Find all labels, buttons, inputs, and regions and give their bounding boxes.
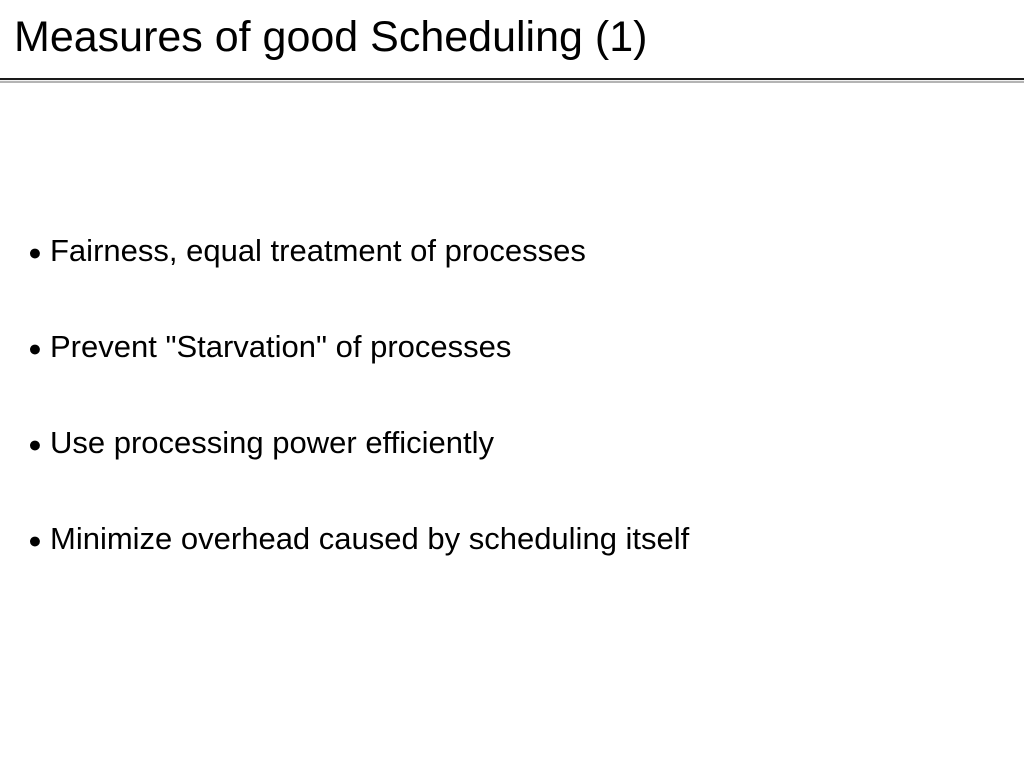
bullet-point-icon: ● bbox=[28, 239, 42, 265]
list-item bbox=[28, 420, 988, 467]
list-item bbox=[28, 324, 988, 371]
page-title: Measures of good Scheduling (1) bbox=[14, 13, 648, 61]
title-divider bbox=[0, 78, 1024, 83]
list-item bbox=[28, 516, 988, 563]
bullet-point-icon: ● bbox=[28, 335, 42, 361]
list-item-label: Use processing power efficiently bbox=[50, 425, 494, 460]
list-item-label: Fairness, equal treatment of processes bbox=[50, 233, 586, 268]
list-item-label: Prevent "Starvation" of processes bbox=[50, 329, 512, 364]
bullet-point-icon: ● bbox=[28, 431, 42, 457]
bullet-point-icon: ● bbox=[28, 527, 42, 553]
list-item-label: Minimize overhead caused by scheduling itself bbox=[50, 521, 690, 556]
list-item bbox=[28, 228, 988, 275]
bullet-list bbox=[28, 228, 988, 612]
